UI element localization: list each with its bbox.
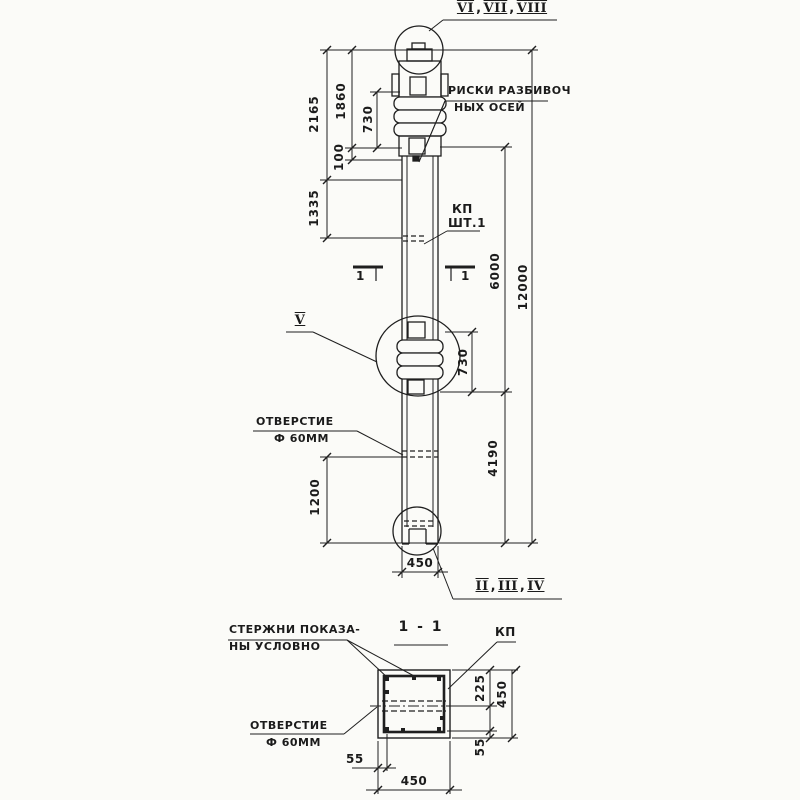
dim-450-section-right: 450 <box>495 679 509 709</box>
axis-numeral: II <box>475 579 489 594</box>
axis-labels-top <box>446 2 558 16</box>
dim-100: 100 <box>332 142 346 172</box>
detail-circle-bottom <box>393 507 441 555</box>
riski-callout-line2: НЫХ ОСЕЙ <box>454 101 526 114</box>
separator: , <box>476 1 482 16</box>
axis-numeral: VI <box>456 1 475 16</box>
axis-numeral: III <box>498 579 518 594</box>
dim-2165: 2165 <box>307 95 321 133</box>
separator: , <box>519 579 526 594</box>
bars-callout-line1: СТЕРЖНИ ПОКАЗА- <box>229 623 361 636</box>
dim-1860: 1860 <box>334 82 348 120</box>
dim-1335: 1335 <box>307 189 321 227</box>
section-hole-callout-line1: ОТВЕРСТИЕ <box>250 719 328 732</box>
section-title: 1 - 1 <box>398 619 444 635</box>
dim-6000: 6000 <box>488 252 502 290</box>
dim-55-section-bottom: 55 <box>346 752 364 766</box>
dim-450-elevation: 450 <box>406 556 434 570</box>
dim-730-top: 730 <box>361 104 375 134</box>
riski-callout-line1: РИСКИ РАЗБИВОЧ <box>448 84 571 97</box>
hole-callout-line2: Ф 60ММ <box>274 432 329 445</box>
axis-numeral: IV <box>527 579 545 594</box>
axis-numeral: V <box>294 313 306 328</box>
dim-450-section-bottom: 450 <box>400 774 428 788</box>
rebar-dots <box>385 676 444 732</box>
column-elevation <box>392 43 448 544</box>
cut-mark-number-right: 1 <box>461 269 470 283</box>
kp-callout-line1: КП <box>452 202 473 216</box>
dim-12000: 12000 <box>516 263 530 311</box>
dim-4190: 4190 <box>486 439 500 477</box>
bars-callout-line2: НЫ УСЛОВНО <box>229 640 321 653</box>
section-cut-marks <box>353 267 475 281</box>
dim-55-section-right: 55 <box>473 737 487 757</box>
dim-1200: 1200 <box>308 478 322 516</box>
section-kp-label: КП <box>495 625 516 639</box>
separator: , <box>490 579 497 594</box>
dim-225: 225 <box>473 673 487 703</box>
section-hole-callout-line2: Ф 60ММ <box>266 736 321 749</box>
hole-callout-line1: ОТВЕРСТИЕ <box>256 415 334 428</box>
separator: , <box>509 1 515 16</box>
axis-labels-bottom <box>458 580 562 594</box>
axis-numeral: VII <box>483 1 508 16</box>
axis-numeral: VIII <box>516 1 548 16</box>
cut-mark-number-left: 1 <box>356 269 365 283</box>
dim-730-mid: 730 <box>456 347 470 377</box>
axis-label-middle <box>287 314 313 328</box>
kp-callout-line2: ШТ.1 <box>448 216 486 230</box>
